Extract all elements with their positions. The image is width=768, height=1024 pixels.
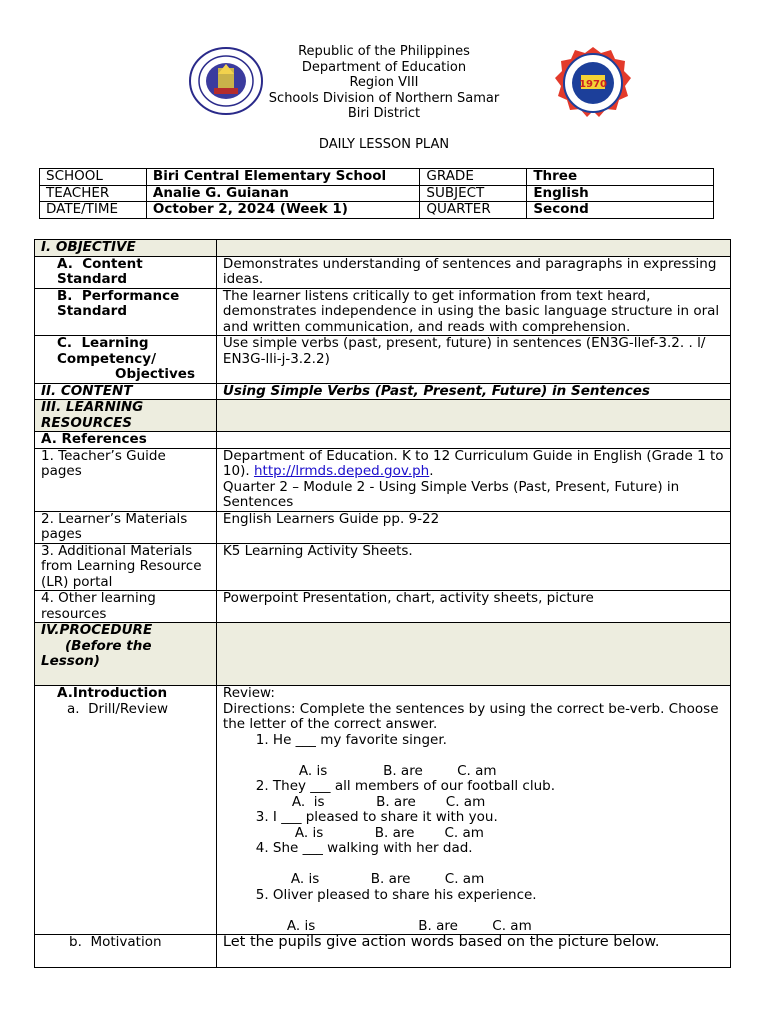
content-standard-text: Demonstrates understanding of sentences and paragraphs in expressing ideas. — [216, 256, 730, 288]
date-value: October 2, 2024 (Week 1) — [146, 202, 419, 219]
review-questions — [223, 733, 724, 935]
question-item: 1. He ___ my favorite singer. A. is B. are C. am — [273, 733, 724, 780]
question-item: 4. She ___ walking with her dad. A. is B. are C. am — [273, 841, 724, 888]
quarter-label: QUARTER — [420, 202, 527, 219]
objective-heading: I. OBJECTIVE — [35, 240, 217, 257]
learning-resources-heading: III. LEARNING RESOURCES — [35, 400, 217, 432]
question-item: 3. I ___ pleased to share it with you. A. is B. are C. am — [273, 810, 724, 841]
letterhead-line: Schools Division of Northern Samar — [268, 90, 500, 106]
teachers-guide-label: 1. Teacher’s Guide pages — [35, 448, 217, 511]
date-label: DATE/TIME — [40, 202, 147, 219]
additional-materials-text: K5 Learning Activity Sheets. — [216, 543, 730, 591]
document-title: DAILY LESSON PLAN — [318, 137, 450, 152]
learners-materials-text: English Learners Guide pp. 9-22 — [216, 511, 730, 543]
competency-text: Use simple verbs (past, present, future) in sentences (EN3G-llef-3.2. . l/ EN3G-lli-j-3.2.2) — [216, 336, 730, 384]
teacher-value: Analie G. Guianan — [146, 185, 419, 202]
learners-materials-label: 2. Learner’s Materials pages — [35, 511, 217, 543]
letterhead-line: Region VIII — [349, 75, 419, 90]
subject-value: English — [527, 185, 714, 202]
grade-label: GRADE — [420, 169, 527, 186]
info-table — [39, 168, 714, 219]
content-standard-label: A. Content Standard — [35, 256, 217, 288]
question-item: 2. They ___ all members of our football club. A. is B. are C. am — [273, 779, 724, 810]
letterhead-line: Department of Education — [301, 59, 467, 75]
lrmds-link[interactable]: http://lrmds.deped.gov.ph — [253, 463, 430, 479]
review-directions: Directions: Complete the sentences by using the correct be-verb. Choose the letter of the correct answer. — [222, 700, 719, 732]
performance-standard-text: The learner listens critically to get information from text heard, demonstrates independence in using the basic language structure in oral and written communication, and reads with comprehension. — [216, 288, 730, 336]
content-heading: II. CONTENT — [35, 383, 217, 400]
drill-review-content — [216, 686, 730, 935]
motivation-label: b. Motivation — [35, 935, 217, 968]
quarter-value: Second — [527, 202, 714, 219]
procedure-heading: IV.PROCEDURE (Before the Lesson) — [35, 623, 217, 686]
competency-label: C. Learning Competency/ Objectives — [35, 336, 217, 384]
school-label: SCHOOL — [40, 169, 147, 186]
motivation-text: Let the pupils give action words based on the picture below. — [216, 935, 730, 968]
additional-materials-label: 3. Additional Materials from Learning Resource (LR) portal — [35, 543, 217, 591]
teacher-label: TEACHER — [40, 185, 147, 202]
review-heading: Review: — [222, 685, 275, 701]
school-value: Biri Central Elementary School — [146, 169, 419, 186]
subject-label: SUBJECT — [420, 185, 527, 202]
letterhead-line: Biri District — [347, 106, 421, 121]
content-text: Using Simple Verbs (Past, Present, Future) in Sentences — [216, 383, 730, 400]
question-item: 5. Oliver pleased to share his experience. A. is B. are C. am — [273, 888, 724, 935]
introduction-label: A.Introduction a. Drill/Review — [35, 686, 217, 935]
letterhead-line: Republic of the Philippines — [298, 44, 470, 59]
lesson-plan-table — [34, 239, 731, 968]
other-resources-label: 4. Other learning resources — [35, 591, 217, 623]
teachers-guide-text: Department of Education. K to 12 Curriculum Guide in English (Grade 1 to 10). http://lrmds.deped.gov.ph. Quarter 2 – Module 2 - Using Simple Verbs (Past, Present, Future) in Sentences — [216, 448, 730, 511]
other-resources-text: Powerpoint Presentation, chart, activity sheets, picture — [216, 591, 730, 623]
letterhead — [0, 44, 768, 122]
performance-standard-label: B. Performance Standard — [35, 288, 217, 336]
seal-year: 1970 — [579, 79, 607, 90]
references-label: A. References — [35, 432, 217, 449]
grade-value: Three — [527, 169, 714, 186]
